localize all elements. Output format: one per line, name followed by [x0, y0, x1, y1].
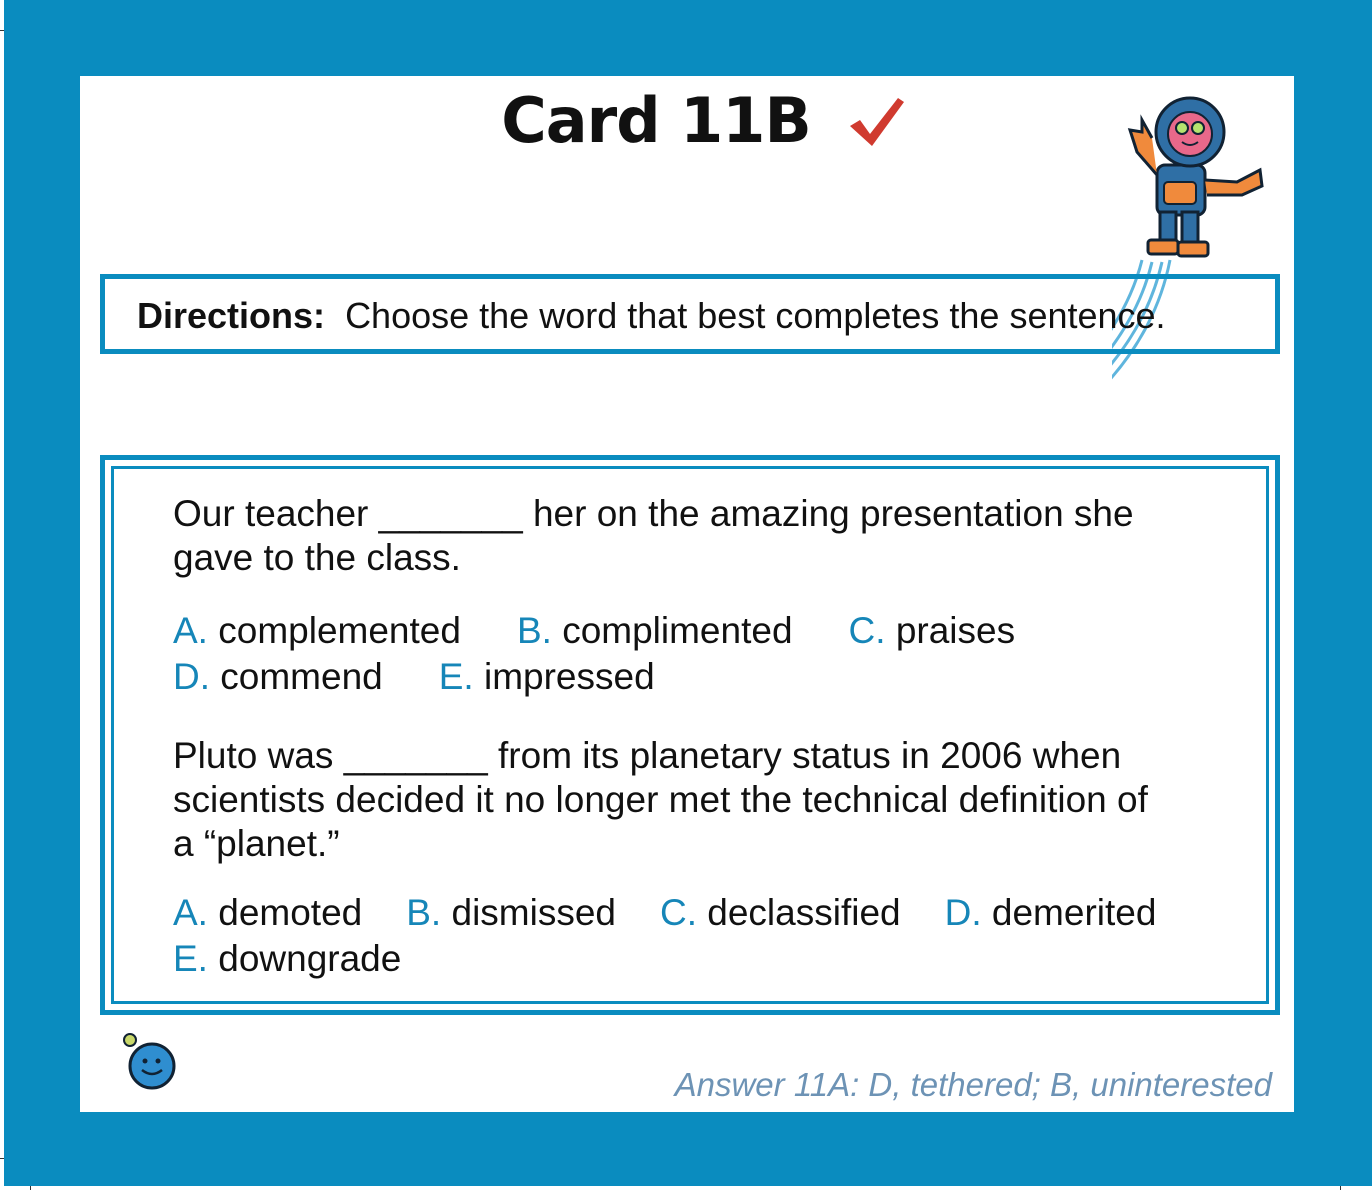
checkmark-icon — [846, 92, 906, 152]
option-letter: A. — [173, 892, 208, 933]
question-1-option-d[interactable] — [173, 654, 383, 700]
option-text: praises — [895, 610, 1016, 651]
question-2-option-b[interactable] — [406, 890, 616, 936]
question-1-option-c[interactable] — [849, 608, 1016, 654]
option-letter: D. — [944, 892, 982, 933]
question-2 — [173, 734, 1223, 866]
directions-label: Directions: — [137, 295, 326, 336]
question-2-line-3: a “planet.” — [173, 823, 340, 864]
question-2-options-row-2 — [173, 936, 401, 982]
question-2-option-e[interactable] — [173, 936, 401, 982]
directions-instruction: Choose the word that best completes the sentence. — [345, 295, 1166, 336]
option-text: impressed — [483, 656, 655, 697]
option-text: declassified — [707, 892, 901, 933]
question-1 — [173, 492, 1223, 580]
question-2-options-row-1 — [173, 890, 1156, 936]
question-2-option-c[interactable] — [660, 890, 901, 936]
crop-mark — [0, 1158, 4, 1159]
option-letter: C. — [660, 892, 697, 933]
option-text: demerited — [991, 892, 1157, 933]
question-2-line-1: Pluto was _______ from its planetary status in 2006 when — [173, 735, 1122, 776]
option-text: complimented — [562, 610, 793, 651]
option-text: downgrade — [218, 938, 402, 979]
previous-answer-text: Answer 11A: D, tethered; B, uninterested — [674, 1066, 1272, 1103]
option-letter: D. — [173, 656, 210, 697]
directions-text — [137, 295, 1166, 337]
option-text: demoted — [218, 892, 363, 933]
question-2-option-a[interactable] — [173, 890, 362, 936]
question-1-option-e[interactable] — [439, 654, 655, 700]
option-text: complemented — [218, 610, 461, 651]
option-letter: A. — [173, 610, 208, 651]
question-1-options-row-1 — [173, 608, 1015, 654]
question-1-line-2: gave to the class. — [173, 537, 461, 578]
question-2-option-d[interactable] — [945, 890, 1157, 936]
directions-box — [100, 274, 1280, 354]
option-text: commend — [220, 656, 383, 697]
question-1-options-row-2 — [173, 654, 655, 700]
question-1-line-1: Our teacher _______ her on the amazing presentation she — [173, 493, 1134, 534]
question-1-option-a[interactable] — [173, 608, 461, 654]
crop-mark — [0, 30, 4, 31]
crop-mark — [30, 1186, 31, 1190]
option-letter: E. — [173, 938, 208, 979]
question-2-line-2: scientists decided it no longer met the technical definition of — [173, 779, 1148, 820]
option-letter: C. — [848, 610, 886, 651]
card-title-text: Card 11B — [501, 84, 811, 157]
option-letter: B. — [406, 892, 442, 933]
option-letter: E. — [438, 656, 474, 697]
crop-mark — [1340, 1186, 1341, 1190]
option-text: dismissed — [451, 892, 616, 933]
question-1-option-b[interactable] — [517, 608, 793, 654]
smiley-planet-icon — [120, 1030, 182, 1092]
option-letter: B. — [516, 610, 552, 651]
